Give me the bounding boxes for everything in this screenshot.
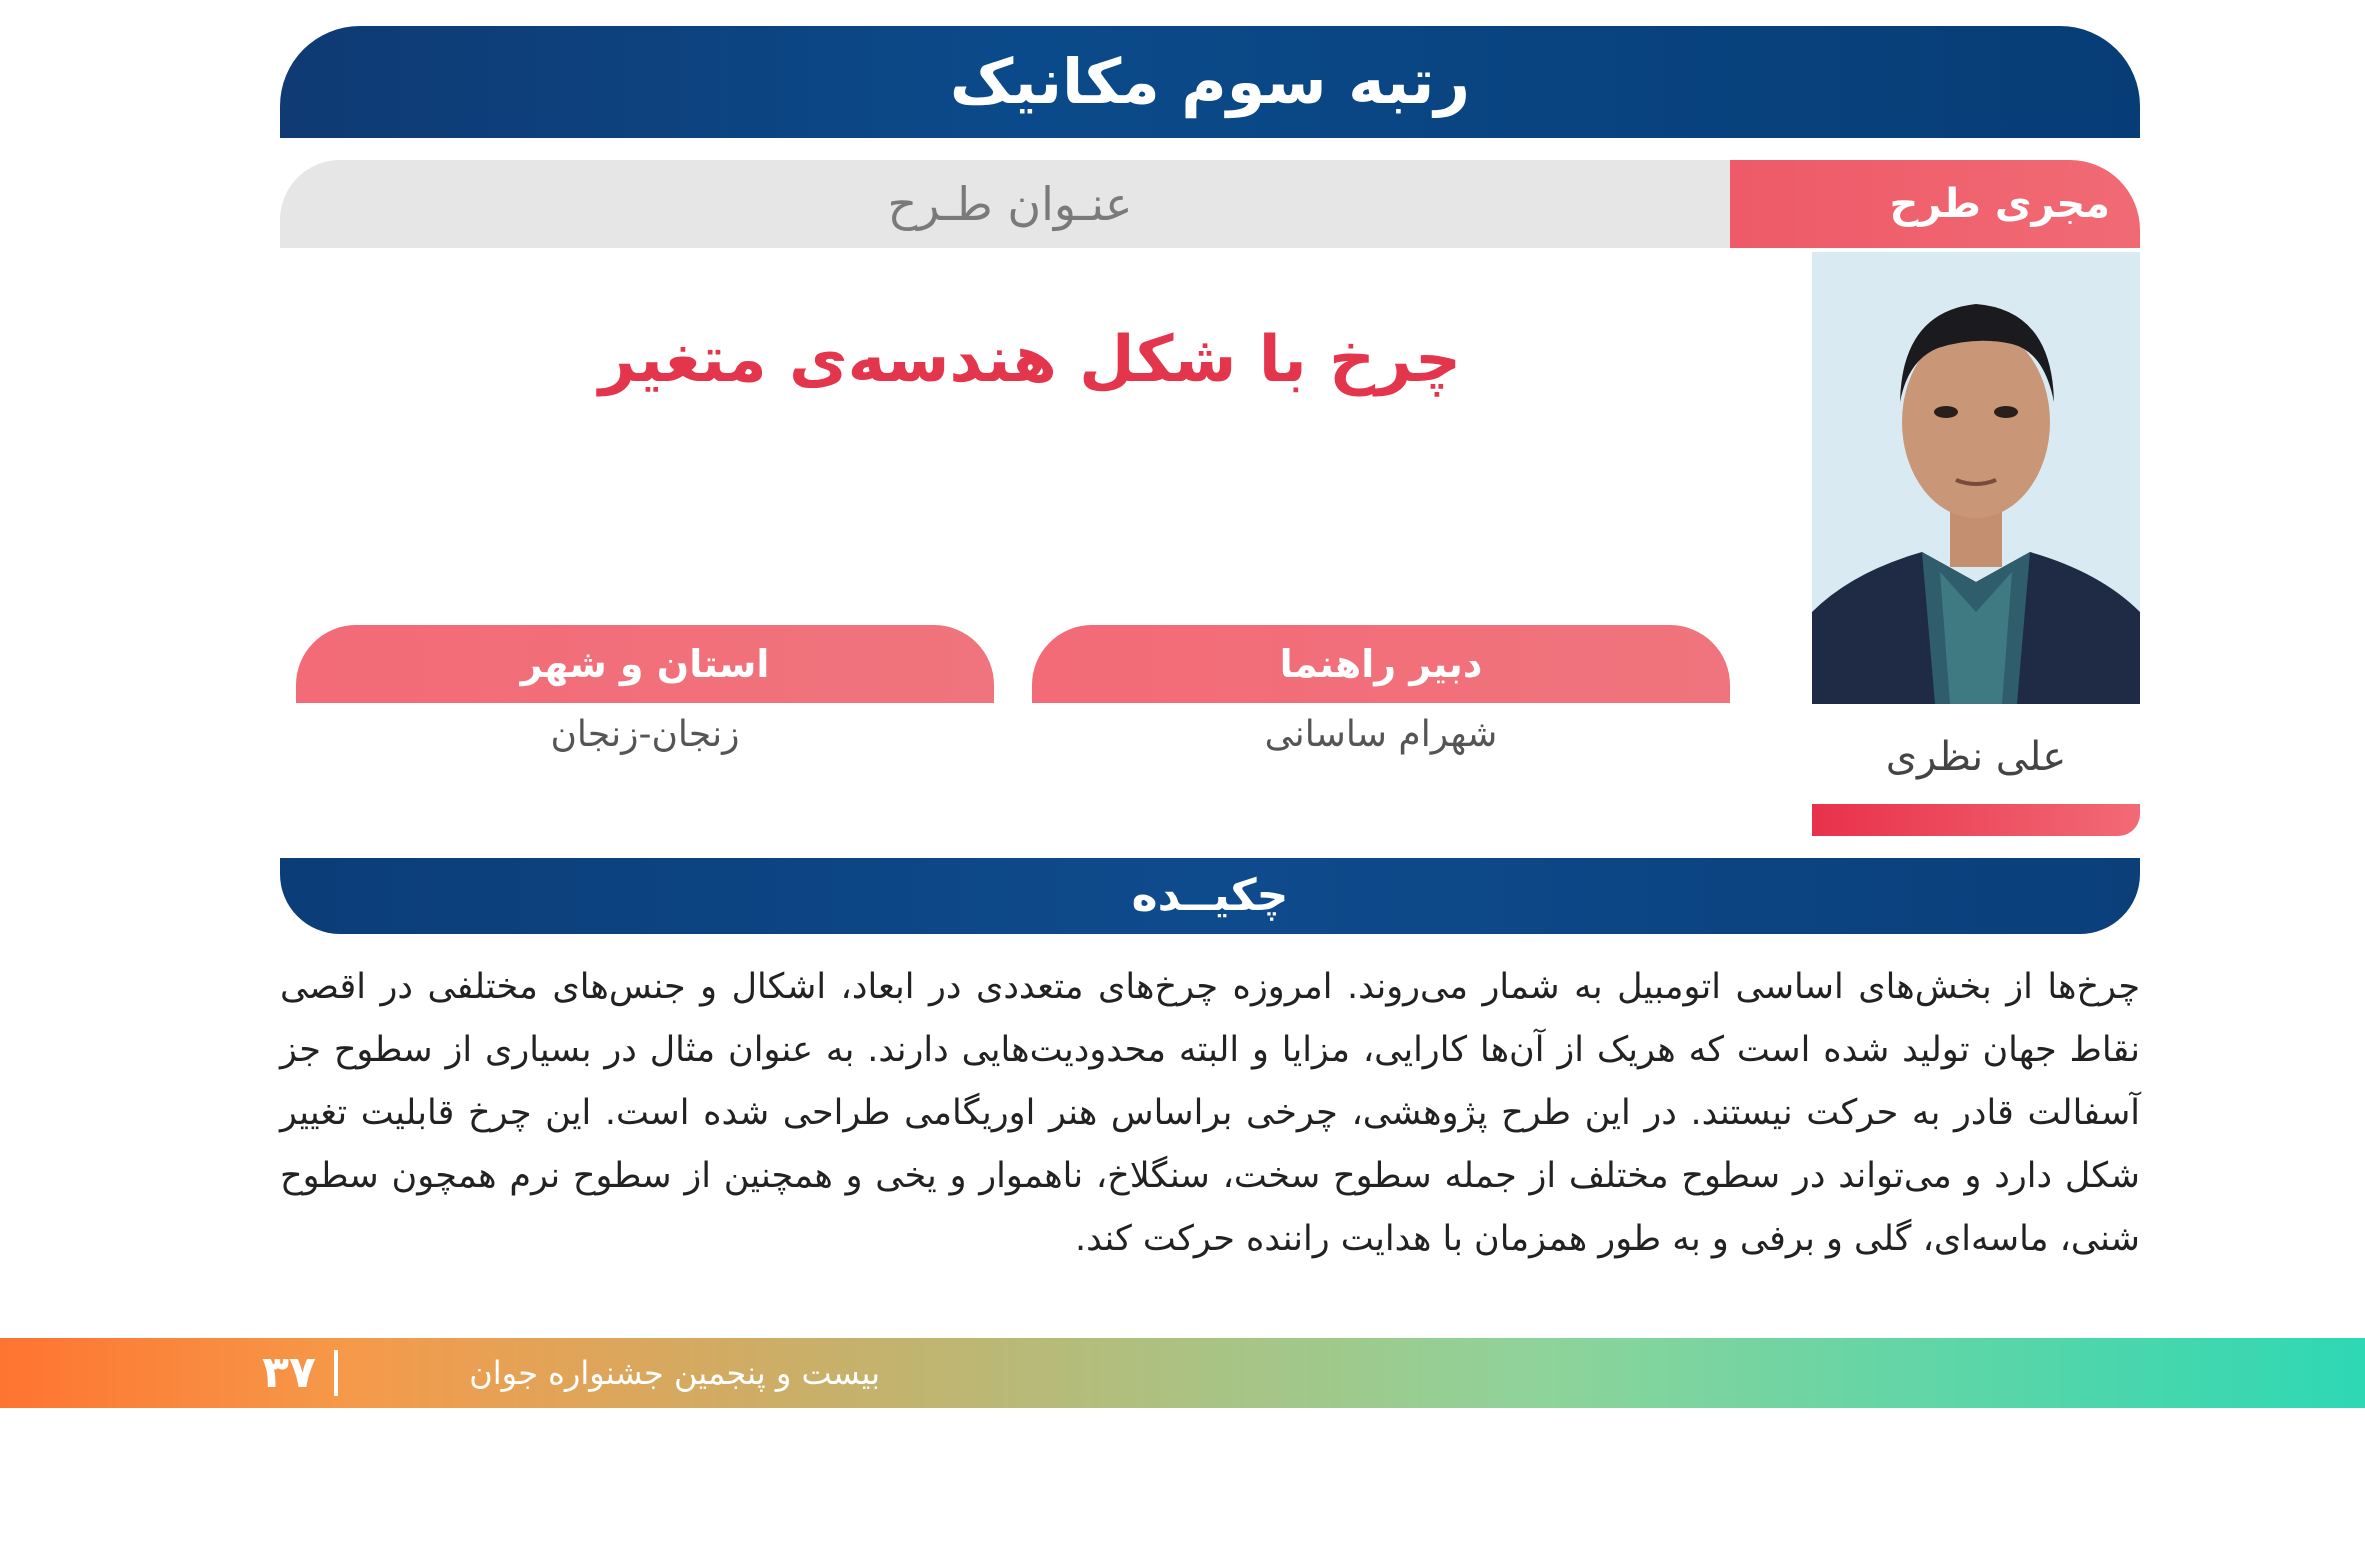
presenter-name: علی نظری bbox=[1885, 734, 2067, 780]
location-label-pill: استان و شهر bbox=[296, 625, 994, 703]
footer-festival-name: بیست و پنجمین جشنواره جوان خوارزمی bbox=[469, 1354, 880, 1462]
footer-separator bbox=[334, 1350, 338, 1396]
location-value: زنجان-زنجان bbox=[550, 714, 740, 755]
presenter-label: مجری طرح bbox=[1889, 181, 2110, 227]
page-title: رتبه سوم مکانیک bbox=[949, 45, 1471, 118]
abstract-title: چکیــده bbox=[1131, 870, 1289, 921]
project-title: چرخ با شکل هندسه‌ی متغیر bbox=[598, 323, 1462, 397]
footer-band bbox=[0, 1338, 2365, 1462]
name-underline-bar bbox=[1812, 804, 2140, 836]
abstract-text: چرخ‌ها از بخش‌های اساسی اتومبیل به شمار می‌روند. امروزه چرخ‌های متعددی در ابعاد، اشکال و جنس‌های مختلفی در اقصی نقاط جهان تولید شده است که هریک از آن‌ها کارایی، مزایا و البته محدودیت‌هایی دارند. به عنوان مثال در بسیاری از سطوح جز آسفالت قادر به حرکت نیستند. در این طرح پژوهشی، چرخی براساس هنر اوریگامی طراحی شده است. این چرخ قابلیت تغییر شکل دارد و می‌تواند در سطوح مختلف از جمله سطوح سخت، سنگلاخ، ناهموار و یخی و همچنین از سطوح نرم همچون سطوح شنی، ماسه‌ای، گلی و برفی و به طور همزمان با هدایت راننده حرکت کند. bbox=[280, 967, 2140, 1259]
page-number: ۳۷ bbox=[262, 1347, 316, 1398]
advisor-name: شهرام ساسانی bbox=[1264, 714, 1498, 755]
advisor-label-pill: دبیر راهنما bbox=[1032, 625, 1730, 703]
project-title-label: عنـوان طـرح bbox=[887, 177, 1133, 231]
presenter-photo bbox=[1812, 252, 2140, 704]
